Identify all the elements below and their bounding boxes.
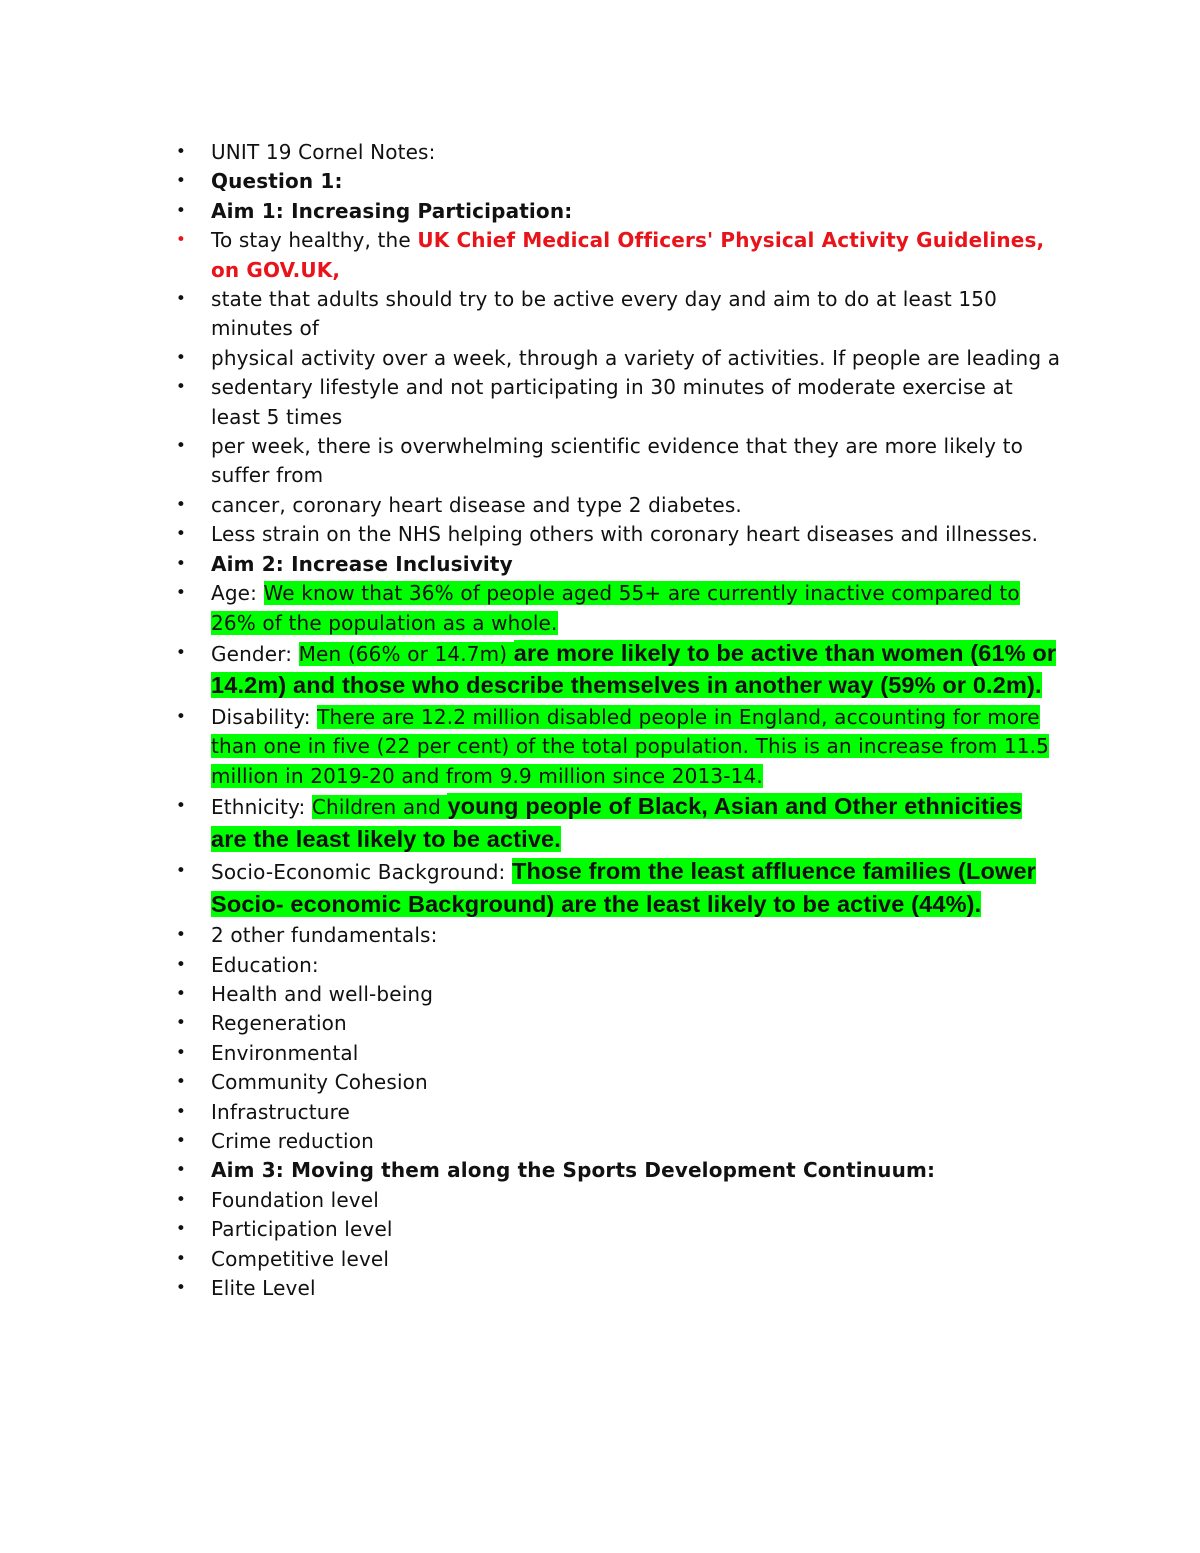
list-item (172, 344, 1062, 373)
list-item (172, 980, 1062, 1009)
bullet-icon: • (175, 200, 187, 221)
bullet-icon: • (175, 1042, 187, 1063)
bullet-icon: • (175, 524, 187, 545)
list-item (172, 921, 1062, 950)
list-item-guidelines (172, 226, 1062, 285)
list-item (172, 1039, 1062, 1068)
bullet-icon: • (175, 553, 187, 574)
disability-highlight: There are 12.2 million disabled people in England, accounting for more than one in five (22 per cent) of the total population. This is an increase from 11.5 million in 2019-20 and from 9.9 million since 2013-14. (211, 704, 1049, 788)
notes-list (172, 138, 1062, 1303)
item-text: UNIT 19 Cornel Notes: (211, 140, 436, 164)
list-item-aim-1 (172, 197, 1062, 226)
gender-label: Gender: (211, 641, 299, 666)
item-text: Regeneration (211, 1011, 347, 1036)
gender-highlight-plain: Men (66% or 14.7m) (298, 641, 514, 666)
list-item (172, 1186, 1062, 1215)
bullet-icon: • (175, 436, 187, 457)
item-text: Less strain on the NHS helping others with coronary heart diseases and illnesses. (211, 522, 1039, 547)
list-item-socio-economic (172, 856, 1062, 921)
item-text: Foundation level (211, 1187, 379, 1212)
guidelines-highlight: UK Chief Medical Officers' Physical Activity Guidelines, on GOV.UK, (211, 228, 1045, 282)
list-item (172, 1245, 1062, 1274)
list-item (172, 491, 1062, 520)
list-item-disability (172, 703, 1062, 791)
list-item (172, 373, 1062, 432)
bullet-icon: • (175, 954, 187, 975)
bullet-icon: • (175, 347, 187, 368)
gender-highlight-bold: are more likely to be active than women (61% or 14.2m) and those who describe themselves in another way (59% or 0.2m). (211, 639, 1057, 699)
bullet-icon: • (175, 142, 187, 162)
aim-2-heading: Aim 2: Increase Inclusivity (211, 551, 513, 576)
bullet-icon: • (175, 983, 187, 1004)
bullet-icon: • (175, 494, 187, 515)
list-item-title (172, 138, 1062, 167)
bullet-icon: • (175, 230, 187, 251)
item-text: Infrastructure (211, 1099, 350, 1124)
item-text: state that adults should try to be active every day and aim to do at least 150 minutes of (211, 287, 998, 341)
bullet-icon: • (175, 583, 187, 604)
list-item (172, 1009, 1062, 1038)
item-text: Elite Level (211, 1276, 316, 1300)
bullet-icon: • (175, 706, 187, 727)
bullet-icon: • (175, 796, 187, 817)
list-item (172, 1098, 1062, 1127)
list-item (172, 1274, 1062, 1303)
item-text: Participation level (211, 1217, 393, 1242)
bullet-icon: • (175, 861, 187, 882)
bullet-icon: • (175, 1248, 187, 1269)
list-item-question (172, 167, 1062, 196)
bullet-icon: • (175, 1160, 187, 1181)
list-item (172, 520, 1062, 549)
list-item (172, 951, 1062, 980)
bullet-icon: • (175, 1189, 187, 1210)
disability-label: Disability: (211, 704, 318, 729)
age-label: Age: (211, 581, 264, 606)
socio-economic-highlight: Those from the least affluence families (Lower Socio- economic Background) are the least likely to be active (44%). (211, 858, 1036, 917)
list-item (172, 432, 1062, 491)
ethnicity-label: Ethnicity: (211, 795, 312, 820)
bullet-icon: • (175, 642, 187, 663)
bullet-icon: • (175, 925, 187, 946)
bullet-icon: • (175, 1278, 187, 1298)
bullet-icon: • (175, 1130, 187, 1151)
list-item-aim-2 (172, 550, 1062, 579)
item-text: sedentary lifestyle and not participating in 30 minutes of moderate exercise at least 5 times (211, 375, 1013, 429)
item-text: Education: (211, 952, 319, 977)
socio-economic-label: Socio-Economic Background: (211, 860, 512, 885)
list-item (172, 1068, 1062, 1097)
aim-3-heading: Aim 3: Moving them along the Sports Development Continuum: (211, 1158, 936, 1183)
item-text: per week, there is overwhelming scientific evidence that they are more likely to suffer from (211, 434, 1024, 488)
list-item-ethnicity (172, 791, 1062, 856)
item-text: Community Cohesion (211, 1070, 428, 1095)
item-text: Crime reduction (211, 1128, 374, 1153)
item-text: cancer, coronary heart disease and type 2 diabetes. (211, 492, 742, 517)
bullet-icon: • (175, 1072, 187, 1093)
bullet-icon: • (175, 289, 187, 310)
list-item-age (172, 579, 1062, 638)
age-highlight: We know that 36% of people aged 55+ are currently inactive compared to 26% of the population as a whole. (211, 581, 1020, 635)
ethnicity-highlight-bold: young people of Black, Asian and Other ethnicities are the least likely to be active. (211, 793, 1023, 852)
list-item-gender (172, 638, 1062, 703)
bullet-icon: • (175, 171, 187, 192)
bullet-icon: • (175, 1013, 187, 1034)
question-heading: Question 1: (211, 169, 343, 194)
aim-1-heading: Aim 1: Increasing Participation: (211, 198, 573, 223)
list-item (172, 1127, 1062, 1156)
list-item (172, 285, 1062, 344)
item-text: Competitive level (211, 1246, 390, 1271)
item-prefix: To stay healthy, the (211, 228, 418, 253)
ethnicity-highlight-plain: Children and (311, 795, 448, 820)
list-item-aim-3 (172, 1156, 1062, 1185)
bullet-icon: • (175, 1219, 187, 1240)
item-text: 2 other fundamentals: (211, 923, 438, 948)
item-text: Environmental (211, 1040, 359, 1065)
item-text: physical activity over a week, through a variety of activities. If people are leading a (211, 345, 1061, 370)
bullet-icon: • (175, 377, 187, 398)
item-text: Health and well-being (211, 981, 434, 1006)
list-item (172, 1215, 1062, 1244)
bullet-icon: • (175, 1101, 187, 1122)
